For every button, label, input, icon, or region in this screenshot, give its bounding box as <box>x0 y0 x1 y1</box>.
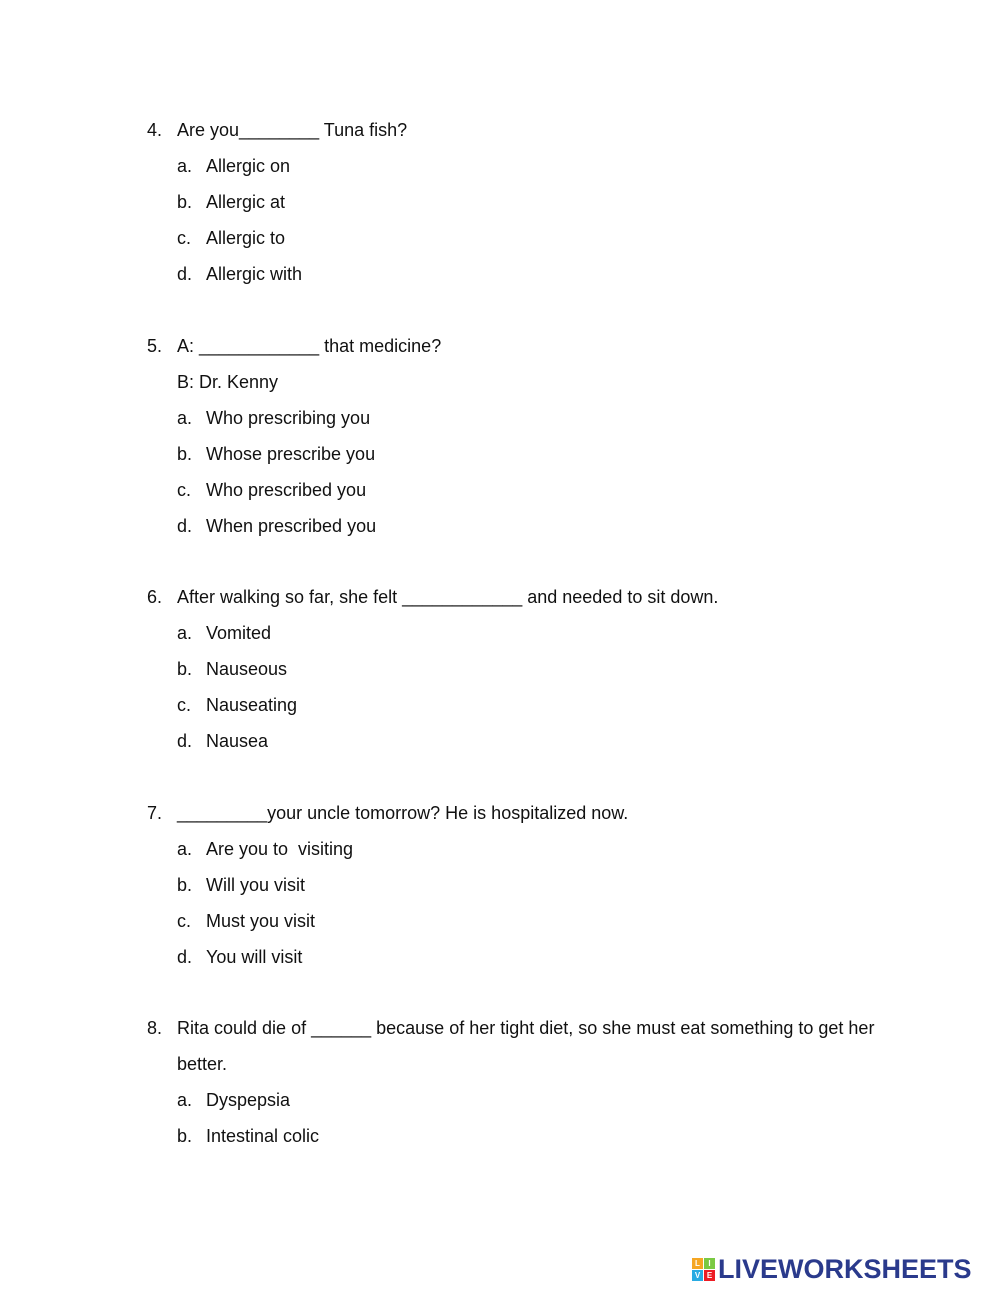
option-letter: d. <box>177 264 193 284</box>
option-a[interactable] <box>147 831 907 867</box>
option-d[interactable] <box>147 256 907 292</box>
option-letter: a. <box>177 408 193 428</box>
option-letter: c. <box>177 695 192 715</box>
option-text: Must you visit <box>206 911 316 931</box>
question-stem <box>147 328 907 364</box>
option-text: Allergic to <box>206 228 286 248</box>
question-stem <box>147 1010 907 1046</box>
option-d[interactable] <box>147 939 907 975</box>
option-letter: b. <box>177 1126 193 1146</box>
question-number: 5. <box>147 336 163 356</box>
question-number: 4. <box>147 120 163 140</box>
question-text: Rita could die of ______ because of her tight diet, so she must eat something to get her <box>177 1018 875 1038</box>
question-stem <box>147 579 907 615</box>
option-letter: b. <box>177 875 193 895</box>
option-letter: a. <box>177 156 193 176</box>
option-c[interactable] <box>147 903 907 939</box>
question-stem <box>147 795 907 831</box>
option-b[interactable] <box>147 436 907 472</box>
question-text-continued: better. <box>177 1054 228 1074</box>
option-a[interactable] <box>147 148 907 184</box>
question-5 <box>147 328 907 544</box>
option-letter: b. <box>177 444 193 464</box>
option-b[interactable] <box>147 184 907 220</box>
option-letter: b. <box>177 192 193 212</box>
logo-mark-cell: L <box>692 1258 703 1269</box>
logo-mark-cell: E <box>704 1270 715 1281</box>
option-text: Who prescribing you <box>206 408 371 428</box>
option-b[interactable] <box>147 651 907 687</box>
option-text: Nauseous <box>206 659 288 679</box>
option-letter: a. <box>177 1090 193 1110</box>
logo-mark-cell: I <box>704 1258 715 1269</box>
logo-text: LIVEWORKSHEETS <box>718 1253 972 1284</box>
option-text: Dyspepsia <box>206 1090 291 1110</box>
option-text: Allergic on <box>206 156 291 176</box>
option-text: Nauseating <box>206 695 298 715</box>
option-b[interactable] <box>147 1118 907 1154</box>
question-6 <box>147 579 907 759</box>
question-text: A: ____________ that medicine? <box>177 336 442 356</box>
option-text: When prescribed you <box>206 516 377 536</box>
option-text: Who prescribed you <box>206 480 367 500</box>
logo-mark-cell: V <box>692 1270 703 1281</box>
option-text: Allergic with <box>206 264 303 284</box>
option-letter: a. <box>177 623 193 643</box>
question-text: Are you________ Tuna fish? <box>177 120 408 140</box>
liveworksheets-logo <box>692 1253 972 1285</box>
option-d[interactable] <box>147 508 907 544</box>
option-text: Allergic at <box>206 192 286 212</box>
question-number: 6. <box>147 587 163 607</box>
option-c[interactable] <box>147 687 907 723</box>
question-text-continued: B: Dr. Kenny <box>177 372 279 392</box>
question-number: 7. <box>147 803 163 823</box>
option-letter: c. <box>177 911 192 931</box>
option-letter: c. <box>177 480 192 500</box>
option-letter: a. <box>177 839 193 859</box>
question-text: After walking so far, she felt ____________ and needed to sit down. <box>177 587 719 607</box>
option-letter: b. <box>177 659 193 679</box>
option-text: Intestinal colic <box>206 1126 320 1146</box>
option-c[interactable] <box>147 220 907 256</box>
question-8 <box>147 1010 907 1154</box>
option-text: You will visit <box>206 947 303 967</box>
question-4 <box>147 112 907 292</box>
option-letter: d. <box>177 947 193 967</box>
option-letter: d. <box>177 516 193 536</box>
option-text: Nausea <box>206 731 269 751</box>
option-text: Vomited <box>206 623 272 643</box>
question-text: _________your uncle tomorrow? He is hospitalized now. <box>177 803 629 823</box>
option-text: Whose prescribe you <box>206 444 376 464</box>
option-letter: d. <box>177 731 193 751</box>
option-b[interactable] <box>147 867 907 903</box>
option-d[interactable] <box>147 723 907 759</box>
question-7 <box>147 795 907 975</box>
option-c[interactable] <box>147 472 907 508</box>
question-stem <box>147 112 907 148</box>
question-number: 8. <box>147 1018 163 1038</box>
logo-mark-icon <box>692 1258 715 1281</box>
option-a[interactable] <box>147 615 907 651</box>
option-letter: c. <box>177 228 192 248</box>
option-a[interactable] <box>147 400 907 436</box>
option-text: Will you visit <box>206 875 306 895</box>
option-text: Are you to visiting <box>206 839 354 859</box>
option-a[interactable] <box>147 1082 907 1118</box>
